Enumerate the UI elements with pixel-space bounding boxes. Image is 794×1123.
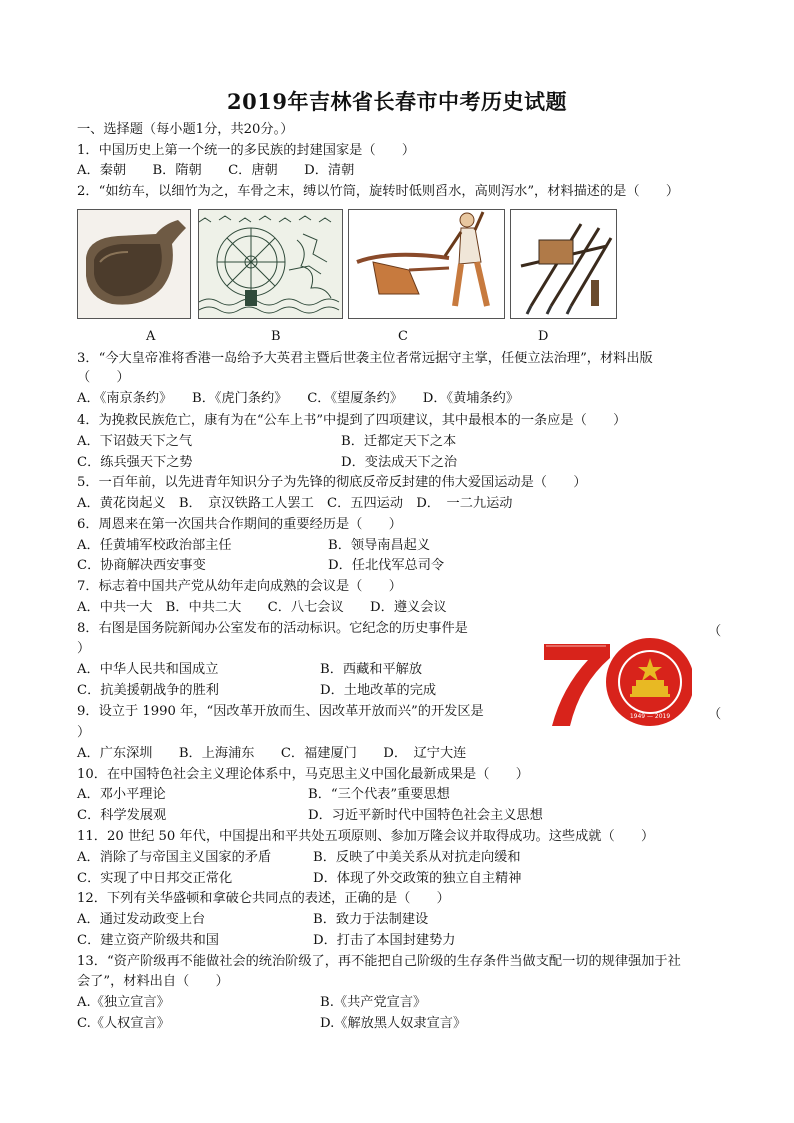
water-wheel-icon (199, 210, 342, 318)
question-6-option-d: D．任北伐军总司令 (328, 558, 445, 573)
question-8-option-c: C．抗美援朝战争的胜利 (77, 683, 219, 698)
question-9-options: A．广东深圳 B．上海浦东 C．福建厦门 D． 辽宁大连 (77, 746, 467, 761)
question-3-stem: 3．“今大皇帝准将香港一岛给予大英君主暨后世袭主位者常远据守主掌，任便立法治理”，材料出版 (77, 351, 653, 366)
question-6-option-c: C．协商解决西安事变 (77, 558, 206, 573)
question-10-option-b: B．“三个代表”重要思想 (308, 787, 450, 802)
seed-drill-icon (511, 210, 616, 318)
question-9-stem-cont: ） (77, 725, 91, 740)
question-5-stem: 5．一百年前，以先进青年知识分子为先锋的彻底反帝反封建的伟大爱国运动是（ ） (77, 475, 587, 490)
question-10-option-c: C．科学发展观 (77, 808, 167, 823)
question-8-stem: 8．右图是国务院新闻办公室发布的活动标识。它纪念的历史事件是 (77, 621, 468, 636)
question-10-stem: 10．在中国特色社会主义理论体系中，马克思主义中国化最新成果是（ ） (77, 767, 529, 782)
question-12-option-a: A．通过发动政变上台 (77, 912, 206, 927)
question-4-option-d: D．变法成天下之治 (341, 455, 458, 470)
wooden-scoop-icon (78, 210, 190, 318)
option-c-image (348, 209, 505, 319)
question-8-stem-cont: ） (77, 641, 91, 656)
section-heading: 一、选择题（每小题1分，共20分。） (77, 122, 294, 137)
question-8-option-a: A．中华人民共和国成立 (77, 662, 219, 677)
question-6-option-a: A．任黄埔军校政治部主任 (77, 538, 232, 553)
question-4-stem: 4．为挽救民族危亡，康有为在“公车上书”中提到了四项建议，其中最根本的一条应是（ ） (77, 413, 627, 428)
question-5-options: A．黄花岗起义 B． 京汉铁路工人罢工 C．五四运动 D． 一二九运动 (77, 496, 513, 511)
question-13-stem-cont: 会了”，材料出自（ ） (77, 974, 229, 989)
anniversary-logo (540, 634, 692, 730)
plow-icon (349, 210, 504, 318)
question-11-stem: 11．20 世纪 50 年代，中国提出和平共处五项原则、参加万隆会议并取得成功。这些成就（ ） (77, 829, 655, 844)
question-13-option-d: D.《解放黑人奴隶宣言》 (320, 1016, 467, 1031)
question-11-option-c: C．实现了中日邦交正常化 (77, 871, 233, 886)
question-11-option-d: D．体现了外交政策的独立自主精神 (313, 871, 522, 886)
question-10-option-d: D．习近平新时代中国特色社会主义思想 (308, 808, 543, 823)
question-12-option-b: B．致力于法制建设 (313, 912, 429, 927)
question-8-paren: （ (708, 624, 722, 639)
option-a-image (77, 209, 191, 319)
page-title: 2019年吉林省长春市中考历史试题 (227, 89, 567, 114)
question-4-option-c: C．练兵强天下之势 (77, 455, 193, 470)
question-12-option-c: C．建立资产阶级共和国 (77, 933, 219, 948)
question-13-option-a: A.《独立宣言》 (77, 995, 170, 1010)
question-4-option-a: A．下诏鼓天下之气 (77, 434, 193, 449)
question-2-stem: 2．“如纺车，以细竹为之，车骨之末，缚以竹筒，旋转时低则舀水，高则泻水”，材料描述的是（ ） (77, 184, 680, 199)
question-13-option-c: C.《人权宣言》 (77, 1016, 170, 1031)
logo-years: 1949 — 2019 (629, 713, 671, 720)
question-7-stem: 7．标志着中国共产党从幼年走向成熟的会议是（ ） (77, 579, 402, 594)
question-6-stem: 6．周恩来在第一次国共合作期间的重要经历是（ ） (77, 517, 402, 532)
question-4-option-b: B．迁都定天下之本 (341, 434, 457, 449)
question-13-option-b: B.《共产党宣言》 (320, 995, 427, 1010)
question-8-option-d: D．土地改革的完成 (320, 683, 437, 698)
question-3-stem-cont: （ ） (77, 370, 130, 385)
question-11-option-a: A．消除了与帝国主义国家的矛盾 (77, 850, 272, 865)
question-8-option-b: B．西藏和平解放 (320, 662, 423, 677)
question-9-paren: （ (708, 707, 722, 722)
question-7-options: A．中共一大 B．中共二大 C．八七会议 D．遵义会议 (77, 600, 447, 615)
option-d-image (510, 209, 617, 319)
question-11-option-b: B．反映了中美关系从对抗走向缓和 (313, 850, 521, 865)
option-c-label: C (398, 329, 408, 344)
option-b-label: B (271, 329, 281, 344)
question-13-stem: 13．“资产阶级再不能做社会的统治阶级了，再不能把自己阶级的生存条件当做支配一切的规律强加于社 (77, 954, 681, 969)
option-b-image (198, 209, 343, 319)
question-1-stem: 1．中国历史上第一个统一的多民族的封建国家是（ ） (77, 143, 416, 158)
question-10-option-a: A．邓小平理论 (77, 787, 166, 802)
option-a-label: A (146, 329, 156, 344)
question-9-stem: 9．设立于 1990 年，“因改革开放而生、因改革开放而兴”的开发区是 (77, 704, 484, 719)
option-d-label: D (538, 329, 549, 344)
question-12-option-d: D．打击了本国封建势力 (313, 933, 456, 948)
question-1-options: A．秦朝 B．隋朝 C．唐朝 D．清朝 (77, 163, 355, 178)
question-6-option-b: B．领导南昌起义 (328, 538, 431, 553)
question-3-options: A．《南京条约》 B．《虎门条约》 C．《望厦条约》 D．《黄埔条约》 (77, 391, 520, 406)
question-12-stem: 12．下列有关华盛顿和拿破仑共同点的表述，正确的是（ ） (77, 891, 450, 906)
